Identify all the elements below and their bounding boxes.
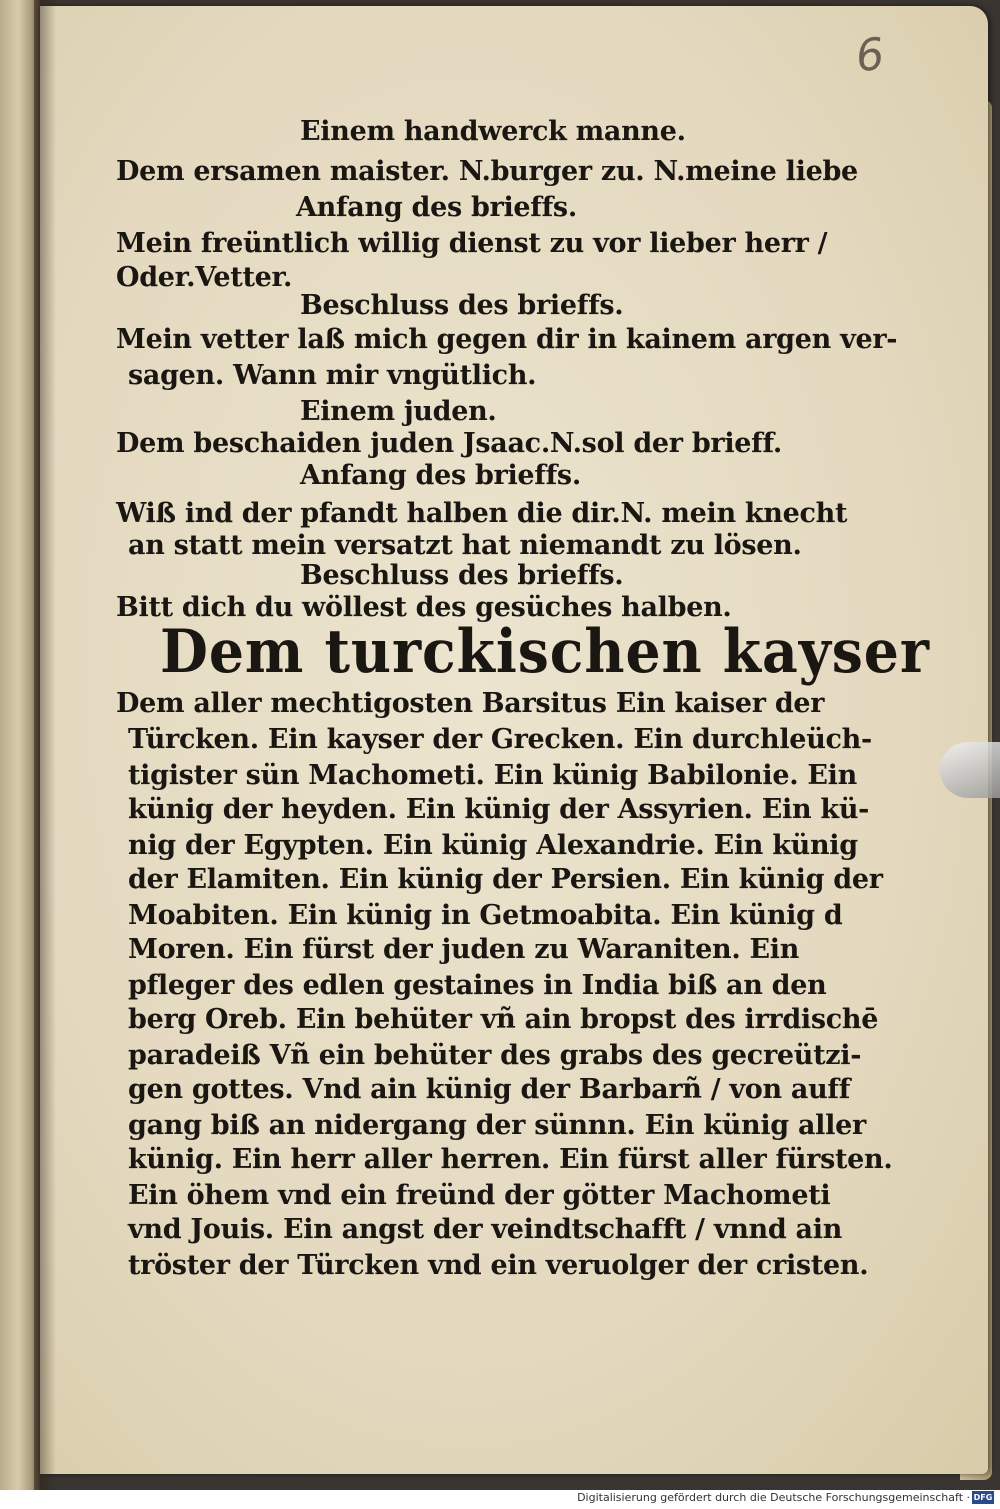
footer-credit: Digitalisierung gefördert durch die Deutsche Forschungsgemeinschaft ·	[577, 1491, 970, 1504]
section2-begin-line: an statt mein versatzt hat niemandt zu lösen.	[128, 530, 802, 561]
section2-begin-heading: Anfang des brieffs.	[300, 460, 581, 491]
section1-end-line: sagen. Wann mir vngütlich.	[128, 360, 537, 391]
paragraph-line: künig der heyden. Ein künig der Assyrien. Ein kü-	[128, 794, 870, 825]
paragraph-line: Moren. Ein fürst der juden zu Waraniten. Ein	[128, 934, 800, 965]
paragraph-line: Ein öhem vnd ein freünd der götter Machometi	[128, 1180, 831, 1211]
paragraph-line: pfleger des edlen gestaines in India biß an den	[128, 970, 827, 1001]
section1-begin-line: Mein freüntlich willig dienst zu vor lieber herr /	[116, 228, 828, 259]
paragraph-line: paradeiß Vñ ein behüter des grabs des gecreützi-	[128, 1040, 862, 1071]
paragraph-line: tröster der Türcken vnd ein veruolger der cristen.	[128, 1250, 869, 1281]
section1-begin-line: Oder.Vetter.	[116, 262, 293, 293]
paragraph-line: tigister sün Machometi. Ein künig Babilonie. Ein	[128, 760, 857, 791]
paragraph-line: gen gottes. Vnd ain künig der Barbarñ / von auff	[128, 1074, 851, 1105]
paragraph-line: Dem aller mechtigosten Barsitus Ein kaiser der	[116, 688, 825, 719]
paragraph-line: Moabiten. Ein künig in Getmoabita. Ein künig d	[128, 900, 843, 931]
section1-end-heading: Beschluss des brieffs.	[300, 290, 624, 321]
paragraph-line: der Elamiten. Ein künig der Persien. Ein künig der	[128, 864, 883, 895]
gutter-shadow	[34, 0, 56, 1490]
paragraph-line: künig. Ein herr aller herren. Ein fürst aller fürsten.	[128, 1144, 893, 1175]
section2-address: Dem beschaiden juden Jsaac.N.sol der brieff.	[116, 428, 782, 459]
section-title: Dem turckischen kayser	[160, 617, 930, 687]
paragraph-line: berg Oreb. Ein behüter vñ ain bropst des irrdischē	[128, 1004, 879, 1035]
folio-number: 6	[853, 28, 887, 83]
page-clip	[940, 742, 1000, 798]
section2-end-line: Bitt dich du wöllest des gesüches halben.	[116, 592, 732, 623]
section1-address: Dem ersamen maister. N.burger zu. N.meine liebe	[116, 156, 858, 187]
dfg-logo: DFG	[973, 1493, 993, 1502]
paragraph-line: gang biß an nidergang der sünnn. Ein künig aller	[128, 1110, 866, 1141]
section2-end-heading: Beschluss des brieffs.	[300, 560, 624, 591]
section1-begin-heading: Anfang des brieffs.	[296, 192, 577, 223]
paragraph-line: vnd Jouis. Ein angst der veindtschafft / vnnd ain	[128, 1214, 843, 1245]
paragraph-line: Türcken. Ein kayser der Grecken. Ein durchleüch-	[128, 724, 872, 755]
section2-begin-line: Wiß ind der pfandt halben die dir.N. mein knecht	[116, 498, 848, 529]
section1-heading: Einem handwerck manne.	[300, 116, 686, 147]
paragraph-line: nig der Egypten. Ein künig Alexandrie. Ein künig	[128, 830, 858, 861]
section1-end-line: Mein vetter laß mich gegen dir in kainem argen ver-	[116, 324, 898, 355]
section2-heading: Einem juden.	[300, 396, 497, 427]
